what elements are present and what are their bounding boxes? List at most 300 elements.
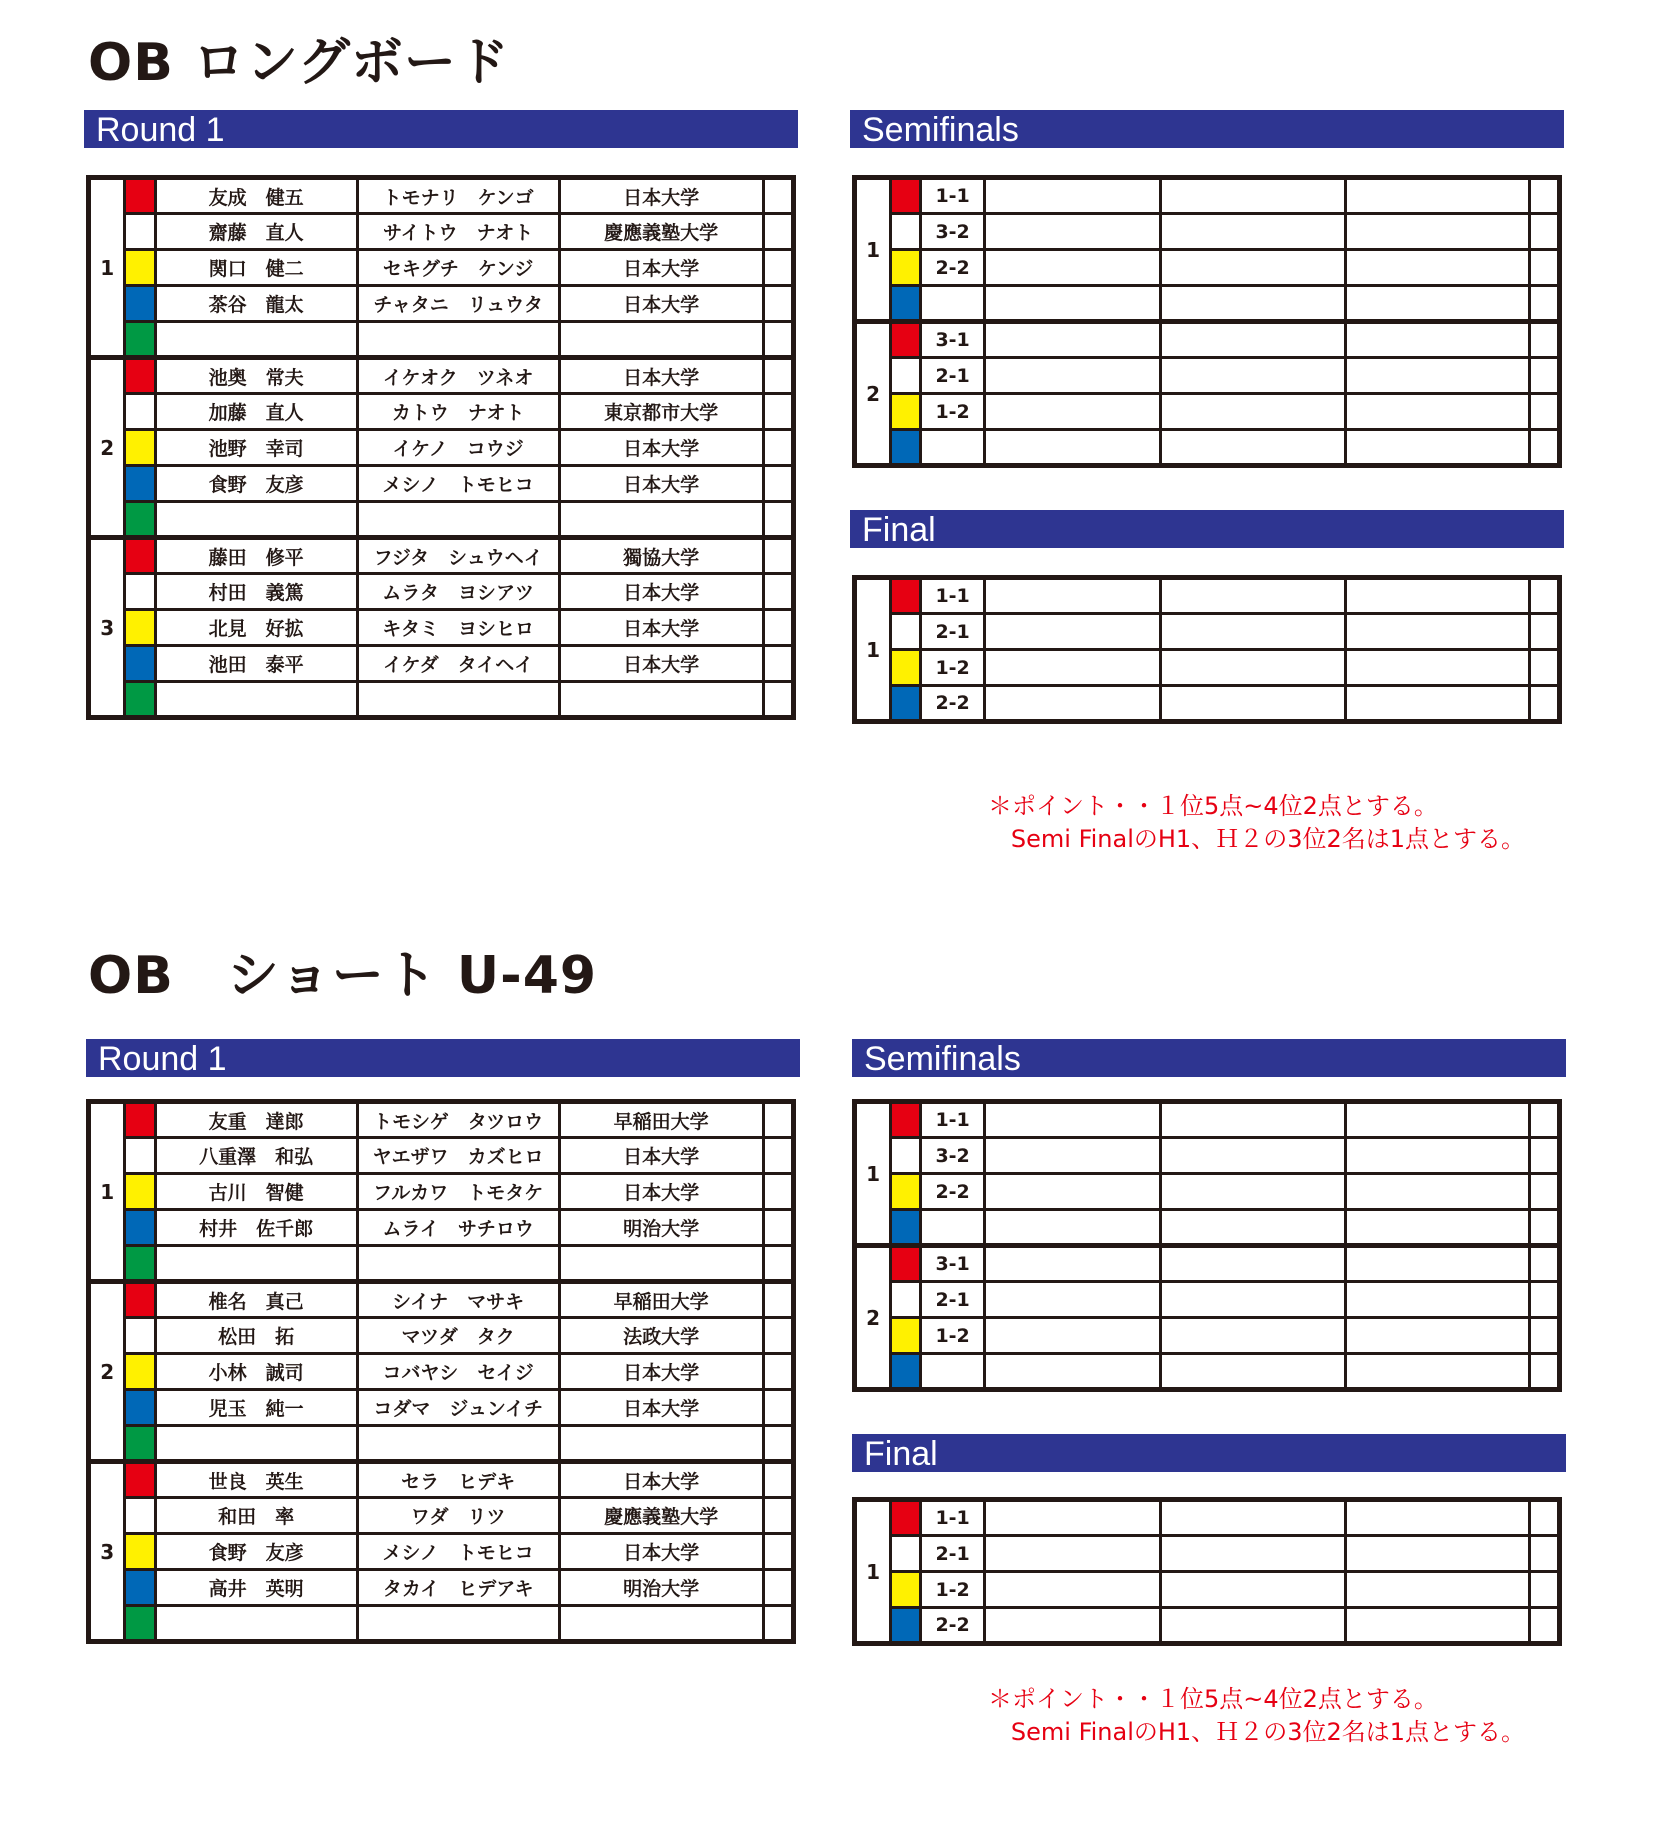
jersey-red [125, 358, 155, 394]
heat-number: 3 [89, 538, 125, 718]
blank-cell [1345, 1102, 1529, 1138]
result-cell [1529, 178, 1559, 214]
jersey-red [125, 1462, 155, 1498]
surfer-name: 小林 誠司 [155, 1354, 357, 1390]
blank-cell [1345, 358, 1529, 394]
jersey-white [891, 1282, 921, 1318]
blank-cell [1345, 1500, 1529, 1536]
jersey-white [125, 574, 155, 610]
surfer-school [559, 502, 763, 538]
seed-label: 2-2 [921, 686, 985, 722]
blank-cell [985, 430, 1161, 466]
result-cell [1529, 1174, 1559, 1210]
blank-cell [1345, 1174, 1529, 1210]
result-cell [763, 430, 793, 466]
seed-label: 1-2 [921, 1318, 985, 1354]
result-cell [763, 286, 793, 322]
blank-cell [1161, 322, 1345, 358]
jersey-yellow [891, 394, 921, 430]
surfer-name: 友成 健五 [155, 178, 357, 214]
jersey-yellow [891, 1174, 921, 1210]
surfer-name [155, 322, 357, 358]
surfer-name: 池野 幸司 [155, 430, 357, 466]
surfer-name: 北見 好拡 [155, 610, 357, 646]
result-cell [763, 538, 793, 574]
surfer-school: 早稲田大学 [559, 1282, 763, 1318]
surfer-kana: コバヤシ セイジ [357, 1354, 559, 1390]
result-cell [1529, 578, 1559, 614]
blank-cell [1161, 1282, 1345, 1318]
round1-heat-1 [89, 1102, 794, 1282]
surfer-name [155, 502, 357, 538]
seed-label: 2-1 [921, 1282, 985, 1318]
result-cell [763, 322, 793, 358]
seed-label: 3-2 [921, 214, 985, 250]
result-cell [763, 1570, 793, 1606]
surfer-kana [357, 682, 559, 718]
result-cell [1529, 1282, 1559, 1318]
result-cell [1529, 430, 1559, 466]
blank-cell [1161, 1536, 1345, 1572]
result-cell [763, 574, 793, 610]
seed-label: 2-1 [921, 1536, 985, 1572]
surfer-kana: キタミ ヨシヒロ [357, 610, 559, 646]
blank-cell [985, 394, 1161, 430]
blank-cell [985, 286, 1161, 322]
result-cell [1529, 650, 1559, 686]
heat-number: 2 [89, 358, 125, 538]
surfer-name: 池奥 常夫 [155, 358, 357, 394]
surfer-kana: マツダ タク [357, 1318, 559, 1354]
blank-cell [1345, 1282, 1529, 1318]
surfer-school: 日本大学 [559, 1138, 763, 1174]
semifinals-header: Semifinals [850, 110, 1564, 148]
blank-cell [1345, 1138, 1529, 1174]
surfer-name [155, 1426, 357, 1462]
jersey-yellow [891, 1318, 921, 1354]
blank-cell [1345, 250, 1529, 286]
jersey-blue [891, 430, 921, 466]
result-cell [763, 682, 793, 718]
surfer-school: 早稲田大学 [559, 1102, 763, 1138]
surfer-kana: セラ ヒデキ [357, 1462, 559, 1498]
surfer-school: 日本大学 [559, 358, 763, 394]
blank-cell [1161, 394, 1345, 430]
surfer-school: 日本大学 [559, 1390, 763, 1426]
surfer-kana: トモシゲ タツロウ [357, 1102, 559, 1138]
heat-number: 1 [855, 178, 891, 322]
jersey-white [891, 358, 921, 394]
blank-cell [985, 1282, 1161, 1318]
heat-number: 2 [89, 1282, 125, 1462]
semifinal-heat-2 [855, 1246, 1560, 1390]
surfer-kana: カトウ ナオト [357, 394, 559, 430]
surfer-kana: サイトウ ナオト [357, 214, 559, 250]
jersey-white [125, 394, 155, 430]
blank-cell [985, 1354, 1161, 1390]
jersey-yellow [125, 250, 155, 286]
result-cell [763, 1282, 793, 1318]
result-cell [763, 1426, 793, 1462]
jersey-green [125, 322, 155, 358]
jersey-yellow [125, 1174, 155, 1210]
seed-label: 3-1 [921, 1246, 985, 1282]
surfer-school: 日本大学 [559, 646, 763, 682]
surfer-kana: コダマ ジュンイチ [357, 1390, 559, 1426]
surfer-kana [357, 1426, 559, 1462]
blank-cell [985, 578, 1161, 614]
surfer-kana: ムラタ ヨシアツ [357, 574, 559, 610]
seed-label [921, 286, 985, 322]
result-cell [1529, 1102, 1559, 1138]
blank-cell [1161, 686, 1345, 722]
blank-cell [985, 322, 1161, 358]
seed-label: 1-2 [921, 1572, 985, 1608]
final-header: Final [852, 1434, 1566, 1472]
heat-number: 1 [89, 1102, 125, 1282]
blank-cell [985, 1608, 1161, 1644]
jersey-blue [125, 1390, 155, 1426]
surfer-kana [357, 322, 559, 358]
semifinals-table [852, 1099, 1562, 1392]
points-note [988, 790, 1525, 856]
jersey-white [125, 1138, 155, 1174]
surfer-school: 慶應義塾大学 [559, 214, 763, 250]
blank-cell [1161, 1246, 1345, 1282]
surfer-name: 関口 健二 [155, 250, 357, 286]
result-cell [763, 1390, 793, 1426]
jersey-yellow [125, 1534, 155, 1570]
blank-cell [1345, 394, 1529, 430]
surfer-school [559, 322, 763, 358]
result-cell [763, 214, 793, 250]
blank-cell [985, 358, 1161, 394]
surfer-kana: イケノ コウジ [357, 430, 559, 466]
seed-label: 1-1 [921, 1500, 985, 1536]
blank-cell [1345, 1608, 1529, 1644]
result-cell [1529, 1318, 1559, 1354]
jersey-blue [125, 646, 155, 682]
blank-cell [985, 686, 1161, 722]
surfer-kana: セキグチ ケンジ [357, 250, 559, 286]
semifinal-heat-2 [855, 322, 1560, 466]
result-cell [763, 610, 793, 646]
surfer-school: 日本大学 [559, 574, 763, 610]
seed-label: 2-1 [921, 358, 985, 394]
note-line-1: ＊ポイント・・１位5点~4位2点とする。 [988, 792, 1438, 820]
surfer-school: 明治大学 [559, 1570, 763, 1606]
result-cell [763, 1138, 793, 1174]
final-heat-1 [855, 1500, 1560, 1644]
blank-cell [985, 1318, 1161, 1354]
jersey-blue [891, 686, 921, 722]
blank-cell [1161, 1138, 1345, 1174]
surfer-school: 獨協大学 [559, 538, 763, 574]
seed-label: 1-1 [921, 578, 985, 614]
surfer-school [559, 1606, 763, 1642]
round1-header: Round 1 [86, 1039, 800, 1077]
surfer-kana: ムライ サチロウ [357, 1210, 559, 1246]
surfer-name: 松田 拓 [155, 1318, 357, 1354]
blank-cell [985, 1210, 1161, 1246]
surfer-school: 日本大学 [559, 1174, 763, 1210]
surfer-name: 椎名 真己 [155, 1282, 357, 1318]
blank-cell [985, 250, 1161, 286]
surfer-kana: ヤエザワ カズヒロ [357, 1138, 559, 1174]
blank-cell [1345, 1246, 1529, 1282]
result-cell [763, 1498, 793, 1534]
surfer-school: 日本大学 [559, 430, 763, 466]
blank-cell [1161, 250, 1345, 286]
jersey-yellow [891, 1572, 921, 1608]
round1-header: Round 1 [84, 110, 798, 148]
surfer-name: 村井 佐千郎 [155, 1210, 357, 1246]
result-cell [763, 1534, 793, 1570]
result-cell [763, 1102, 793, 1138]
jersey-green [125, 1606, 155, 1642]
heat-number: 1 [89, 178, 125, 358]
seed-label: 1-1 [921, 1102, 985, 1138]
surfer-school [559, 682, 763, 718]
surfer-school: 日本大学 [559, 286, 763, 322]
surfer-kana [357, 502, 559, 538]
surfer-name: 食野 友彦 [155, 1534, 357, 1570]
result-cell [1529, 1354, 1559, 1390]
final-table [852, 575, 1562, 724]
blank-cell [1345, 1210, 1529, 1246]
surfer-name: 加藤 直人 [155, 394, 357, 430]
result-cell [763, 394, 793, 430]
jersey-yellow [125, 1354, 155, 1390]
semifinals-table [852, 175, 1562, 468]
result-cell [1529, 322, 1559, 358]
round1-heat-2 [89, 1282, 794, 1462]
result-cell [1529, 250, 1559, 286]
semifinal-heat-1 [855, 1102, 1560, 1246]
blank-cell [1161, 286, 1345, 322]
seed-label: 2-2 [921, 250, 985, 286]
result-cell [763, 1354, 793, 1390]
final-header: Final [850, 510, 1564, 548]
surfer-name: 八重澤 和弘 [155, 1138, 357, 1174]
surfer-kana: メシノ トモヒコ [357, 1534, 559, 1570]
jersey-blue [891, 1210, 921, 1246]
jersey-blue [125, 1210, 155, 1246]
blank-cell [1161, 1210, 1345, 1246]
blank-cell [1345, 686, 1529, 722]
blank-cell [1161, 578, 1345, 614]
result-cell [1529, 1572, 1559, 1608]
surfer-kana: ワダ リツ [357, 1498, 559, 1534]
jersey-blue [891, 1354, 921, 1390]
result-cell [763, 250, 793, 286]
result-cell [1529, 686, 1559, 722]
jersey-blue [125, 286, 155, 322]
surfer-kana [357, 1246, 559, 1282]
blank-cell [1345, 614, 1529, 650]
blank-cell [985, 1246, 1161, 1282]
blank-cell [1161, 1608, 1345, 1644]
jersey-yellow [891, 250, 921, 286]
blank-cell [1345, 178, 1529, 214]
final-table [852, 1497, 1562, 1646]
surfer-school: 日本大学 [559, 466, 763, 502]
final-heat-1 [855, 578, 1560, 722]
event-title: OB ロングボード [88, 33, 510, 93]
blank-cell [985, 1174, 1161, 1210]
surfer-school: 日本大学 [559, 178, 763, 214]
round1-heat-3 [89, 538, 794, 718]
note-line-2: Semi FinalのH1、Ｈ２の3位2名は1点とする。 [1010, 1718, 1526, 1746]
surfer-kana [357, 1606, 559, 1642]
jersey-blue [891, 286, 921, 322]
surfer-name: 藤田 修平 [155, 538, 357, 574]
jersey-yellow [125, 430, 155, 466]
surfer-kana: シイナ マサキ [357, 1282, 559, 1318]
result-cell [763, 1246, 793, 1282]
surfer-name [155, 1606, 357, 1642]
blank-cell [985, 1102, 1161, 1138]
result-cell [763, 1318, 793, 1354]
jersey-green [125, 1426, 155, 1462]
blank-cell [1161, 358, 1345, 394]
seed-label [921, 1210, 985, 1246]
jersey-green [125, 1246, 155, 1282]
surfer-kana: トモナリ ケンゴ [357, 178, 559, 214]
result-cell [763, 502, 793, 538]
blank-cell [1161, 430, 1345, 466]
surfer-school: 日本大学 [559, 1534, 763, 1570]
result-cell [1529, 286, 1559, 322]
seed-label: 3-2 [921, 1138, 985, 1174]
event-section-short-u49 [0, 927, 1654, 1847]
semifinal-heat-1 [855, 178, 1560, 322]
jersey-white [891, 214, 921, 250]
round1-table [86, 1099, 796, 1644]
jersey-red [125, 178, 155, 214]
seed-label: 2-1 [921, 614, 985, 650]
heat-number: 2 [855, 1246, 891, 1390]
jersey-yellow [891, 650, 921, 686]
jersey-green [125, 682, 155, 718]
jersey-red [125, 1102, 155, 1138]
round1-table [86, 175, 796, 720]
blank-cell [1161, 1174, 1345, 1210]
note-line-2: Semi FinalのH1、Ｈ２の3位2名は1点とする。 [1010, 825, 1526, 853]
result-cell [763, 466, 793, 502]
result-cell [763, 646, 793, 682]
surfer-name [155, 1246, 357, 1282]
surfer-name: 池田 泰平 [155, 646, 357, 682]
jersey-red [891, 1102, 921, 1138]
result-cell [1529, 1608, 1559, 1644]
jersey-red [891, 178, 921, 214]
blank-cell [1161, 1318, 1345, 1354]
result-cell [763, 1606, 793, 1642]
result-cell [1529, 394, 1559, 430]
surfer-kana: メシノ トモヒコ [357, 466, 559, 502]
result-cell [763, 178, 793, 214]
seed-label [921, 1354, 985, 1390]
jersey-blue [125, 466, 155, 502]
heat-number: 1 [855, 1500, 891, 1644]
surfer-school: 明治大学 [559, 1210, 763, 1246]
note-line-1: ＊ポイント・・１位5点~4位2点とする。 [988, 1685, 1438, 1713]
blank-cell [1345, 1318, 1529, 1354]
blank-cell [1161, 650, 1345, 686]
jersey-red [125, 1282, 155, 1318]
blank-cell [985, 214, 1161, 250]
seed-label: 1-2 [921, 650, 985, 686]
blank-cell [1345, 286, 1529, 322]
blank-cell [1161, 178, 1345, 214]
jersey-white [891, 1138, 921, 1174]
surfer-name: 茶谷 龍太 [155, 286, 357, 322]
jersey-red [891, 1500, 921, 1536]
jersey-white [891, 1536, 921, 1572]
surfer-name: 村田 義篤 [155, 574, 357, 610]
round1-heat-2 [89, 358, 794, 538]
surfer-school: 法政大学 [559, 1318, 763, 1354]
heat-number: 1 [855, 1102, 891, 1246]
result-cell [1529, 1246, 1559, 1282]
seed-label [921, 430, 985, 466]
surfer-name: 和田 率 [155, 1498, 357, 1534]
surfer-school: 日本大学 [559, 1462, 763, 1498]
blank-cell [1345, 214, 1529, 250]
surfer-school [559, 1426, 763, 1462]
surfer-name: 古川 智健 [155, 1174, 357, 1210]
points-note [988, 1683, 1525, 1749]
blank-cell [1345, 1536, 1529, 1572]
jersey-red [891, 578, 921, 614]
round1-heat-1 [89, 178, 794, 358]
result-cell [1529, 358, 1559, 394]
surfer-school: 慶應義塾大学 [559, 1498, 763, 1534]
blank-cell [1345, 650, 1529, 686]
result-cell [1529, 1536, 1559, 1572]
blank-cell [1161, 1102, 1345, 1138]
jersey-yellow [125, 610, 155, 646]
surfer-kana: イケダ タイヘイ [357, 646, 559, 682]
blank-cell [985, 650, 1161, 686]
blank-cell [985, 1500, 1161, 1536]
result-cell [1529, 1138, 1559, 1174]
surfer-kana: チャタニ リュウタ [357, 286, 559, 322]
blank-cell [985, 1138, 1161, 1174]
surfer-school: 日本大学 [559, 1354, 763, 1390]
result-cell [1529, 614, 1559, 650]
seed-label: 2-2 [921, 1608, 985, 1644]
surfer-school [559, 1246, 763, 1282]
jersey-white [125, 214, 155, 250]
blank-cell [985, 1536, 1161, 1572]
seed-label: 1-2 [921, 394, 985, 430]
jersey-white [125, 1498, 155, 1534]
jersey-white [891, 614, 921, 650]
blank-cell [1161, 214, 1345, 250]
result-cell [763, 1210, 793, 1246]
heat-number: 2 [855, 322, 891, 466]
blank-cell [1345, 578, 1529, 614]
surfer-kana: フジタ シュウヘイ [357, 538, 559, 574]
jersey-red [891, 1246, 921, 1282]
jersey-green [125, 502, 155, 538]
result-cell [1529, 1210, 1559, 1246]
blank-cell [1345, 1354, 1529, 1390]
jersey-red [891, 322, 921, 358]
heat-number: 3 [89, 1462, 125, 1642]
